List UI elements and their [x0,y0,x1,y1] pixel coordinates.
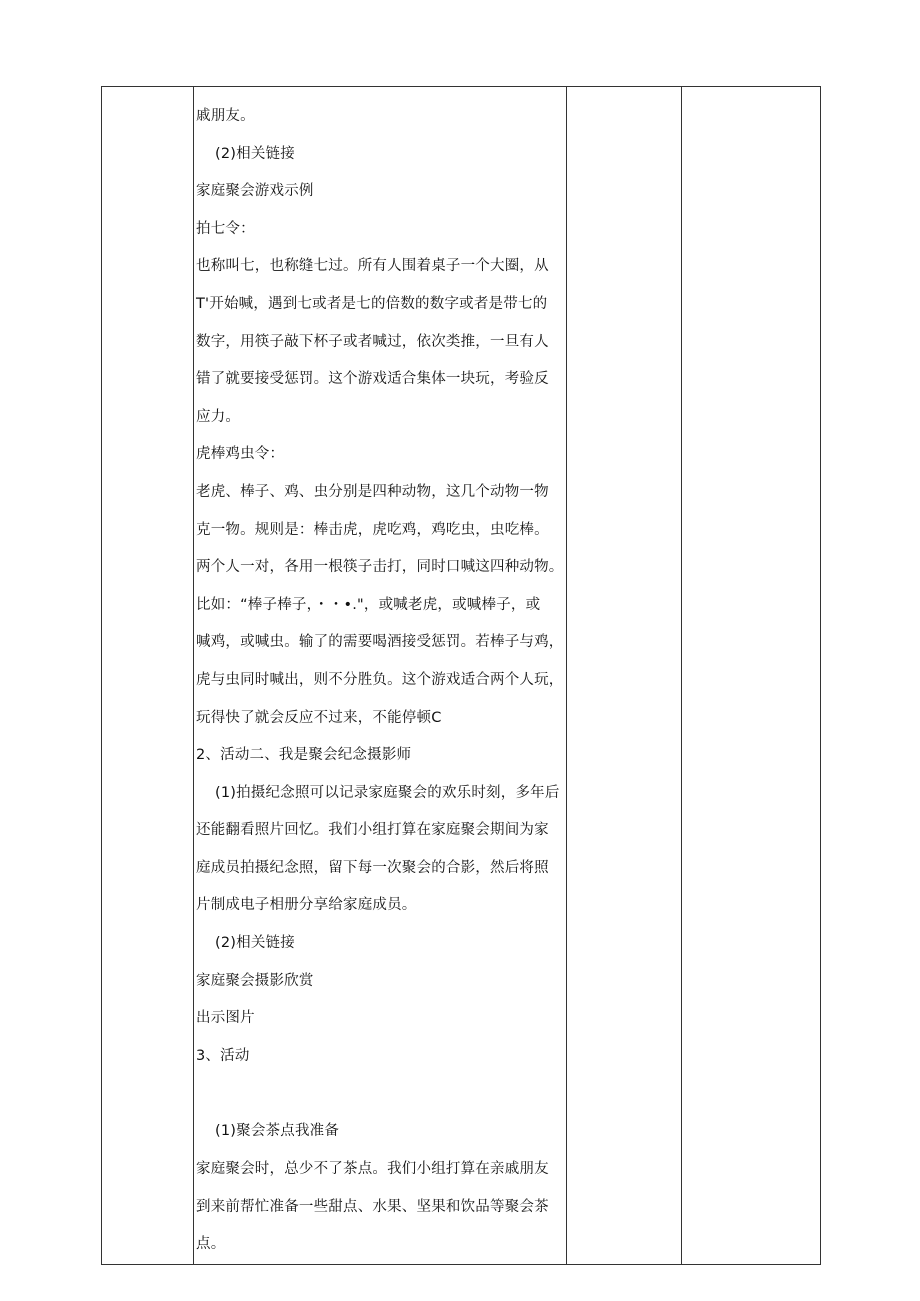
activity-content [194,87,566,1264]
text-line: 家庭聚会摄影欣赏 [196,972,314,989]
text-line: 2、活动二、我是聚会纪念摄影师 [196,747,412,764]
text-line: 错了就要接受惩罚。这个游戏适合集体一块玩，考验反 [196,371,549,388]
text-line: 喊鸡，或喊虫。输了的需要喝酒接受惩罚。若棒子与鸡， [196,634,564,651]
text-line: (2)相关链接 [215,145,295,162]
text-line: 虎棒鸡虫令： [196,446,285,463]
text-line: 克一物。规则是：棒击虎，虎吃鸡，鸡吃虫，虫吃棒。 [196,521,549,538]
text-line: 数字，用筷子敲下杯子或者喊过，依次类推，一旦有人 [196,333,549,350]
text-line: 拍七令： [196,220,255,237]
text-line: 家庭聚会游戏示例 [196,183,314,200]
text-line: (1)拍摄纪念照可以记录家庭聚会的欢乐时刻，多年后 [215,784,560,801]
table-cell-col4 [682,87,821,1265]
text-line: 家庭聚会时，总少不了茶点。我们小组打算在亲戚朋友 [196,1161,549,1178]
table-cell-content [194,87,567,1265]
text-line: 戚朋友。 [196,108,255,124]
text-line: (1)聚会茶点我准备 [215,1123,340,1140]
text-line: 到来前帮忙准备一些甜点、水果、坚果和饮品等聚会茶 [196,1198,549,1215]
table-cell-left [102,87,194,1265]
text-line: 虎与虫同时喊出，则不分胜负。这个游戏适合两个人玩， [196,671,564,688]
text-line: 点。 [196,1236,226,1253]
lesson-plan-table [101,86,821,1265]
table-cell-col3 [567,87,682,1265]
text-line: 应力。 [196,408,241,425]
text-line: 两个人一对，各用一根筷子击打，同时口喊这四种动物。 [196,559,564,576]
text-line: 也称叫七，也称缝七过。所有人围着桌子一个大圈，从 [196,258,549,275]
table-row [102,87,821,1265]
text-line: 庭成员拍摄纪念照，留下每一次聚会的合影，然后将照 [196,859,549,876]
text-line: 3、活动 [196,1047,250,1064]
text-line: 片制成电子相册分享给家庭成员。 [196,897,417,914]
text-line: T'开始喊，遇到七或者是七的倍数的数字或者是带七的 [196,295,548,312]
text-line: 出示图片 [196,1010,255,1027]
text-line: (2)相关链接 [215,935,295,952]
text-line: 还能翻看照片回忆。我们小组打算在家庭聚会期间为家 [196,822,549,839]
text-line: 比如：“棒子棒子，・・•."，或喊老虎，或喊棒子，或 [196,596,541,613]
text-line: 老虎、棒子、鸡、虫分别是四种动物，这几个动物一物 [196,483,549,500]
text-line: 玩得快了就会反应不过来，不能停顿C [196,709,442,726]
blank-line [196,1075,566,1113]
